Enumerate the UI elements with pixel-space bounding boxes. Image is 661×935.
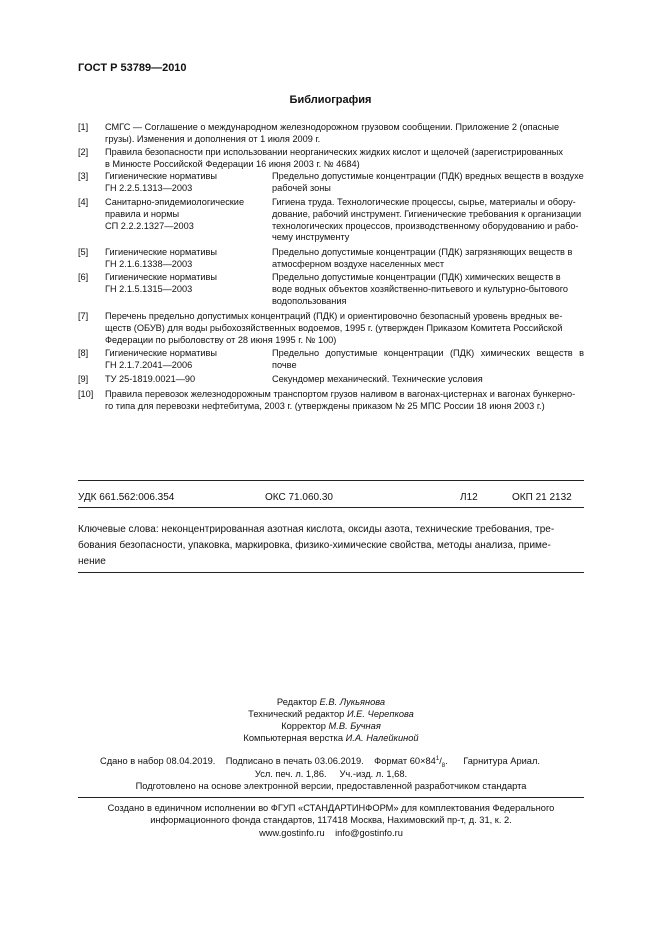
reference-text: Правила перевозок железнодорожным транспортом грузов наливом в вагонах-цистернах и вагонах бункерно- го типа для перевозки нефтебитума, 2003 г. (утверждены приказом № 25 МПС России 18 июня 2003 г.)	[105, 389, 576, 411]
okp-code: ОКП 21 2132	[512, 492, 572, 503]
email-link[interactable]: info@gostinfo.ru	[335, 828, 403, 838]
publisher-line: Создано в единичном исполнении во ФГУП «СТАНДАРТИНФОРМ» для комплектования Федерального	[107, 803, 555, 813]
reference-number: [9]	[78, 374, 89, 384]
l-code: Л12	[460, 492, 478, 503]
reference-entry	[78, 311, 584, 347]
keywords-text: неконцентрированная азотная кислота, оксиды азота, технические требования, тре-	[161, 524, 555, 535]
oks-code: ОКС 71.060.30	[265, 492, 333, 503]
tech-editor-line: Технический редактор И.Е. Черепкова	[248, 709, 414, 719]
keywords-label: Ключевые слова:	[78, 524, 159, 535]
bibliography-title: Библиография	[289, 94, 372, 106]
reference-number: [1]	[78, 122, 89, 132]
reference-entry	[78, 272, 584, 308]
reference-title: Предельно допустимые концентрации (ПДК) вредных веществ в воздухе рабочей зоны	[272, 171, 584, 193]
reference-title: Гигиена труда. Технологические процессы, сырье, материалы и обору- дование, рабочий инструмент. Гигиенические требования к организации технологических процессов, производственному оборудованию и рабо- чему инструменту	[272, 197, 582, 243]
reference-number: [8]	[78, 348, 89, 358]
reference-title: Предельно допустимые концентрации (ПДК) загрязняющих веществ в атмосферном воздухе населенных мест	[272, 247, 573, 269]
reference-title: Предельно допустимые концентрации (ПДК) химических веществ в воде водных объектов хозяйственно-питьевого и культурно-бытового водопользования	[272, 272, 569, 306]
reference-title: Предельно допустимые концентрации (ПДК) химических веществ в почве	[272, 348, 584, 370]
reference-entry	[78, 197, 584, 245]
reference-text: Перечень предельно допустимых концентраций (ПДК) и ориентировочно безопасный уровень вредных ве- ществ (ОБУВ) для воды рыбохозяйственных водоемов, 1995 г. (утвержден Приказом Комитета Российской Федерации по рыболовству от 28 июня 1995 г. № 100)	[105, 311, 563, 345]
reference-text: Правила безопасности при использовании неорганических жидких кислот и щелочей (зарегистрированных в Минюсте Российской Федерации 16 июня 2003 г. № 4684)	[105, 147, 563, 169]
reference-source: Гигиенические нормативы ГН 2.1.5.1315—2003	[105, 272, 218, 294]
sheets-line: Усл. печ. л. 1,86. Уч.-изд. л. 1,68.	[254, 769, 408, 779]
reference-source: Санитарно-эпидемиологические правила и нормы СП 2.2.2.1327—2003	[105, 197, 245, 231]
reference-title: Секундомер механический. Технические условия	[272, 374, 483, 384]
reference-entry	[78, 247, 584, 271]
reference-number: [10]	[78, 389, 94, 399]
reference-source: Гигиенические нормативы ГН 2.1.6.1338—2003	[105, 247, 218, 269]
editor-line: Редактор Е.В. Лукьянова	[276, 697, 386, 707]
divider	[78, 797, 584, 798]
reference-number: [5]	[78, 247, 89, 257]
keywords	[78, 522, 584, 570]
reference-entry	[78, 374, 584, 386]
contacts-line	[78, 828, 584, 838]
reference-number: [2]	[78, 147, 89, 157]
reference-source: Гигиенические нормативы ГН 2.2.5.1313—2003	[105, 171, 218, 193]
divider	[78, 507, 584, 508]
reference-number: [6]	[78, 272, 89, 282]
proofreader-line: Корректор М.В. Бучная	[281, 721, 381, 731]
layout-line: Компьютерная верстка И.А. Налейкиной	[243, 733, 419, 743]
keywords-text: нение	[78, 556, 106, 567]
divider	[78, 480, 584, 481]
divider	[78, 572, 584, 573]
reference-entry	[78, 147, 584, 171]
reference-text: СМГС — Соглашение о международном железнодорожном грузовом сообщении. Приложение 2 (опасные грузы). Изменения и дополнения от 1 июля 2009 г.	[105, 122, 560, 144]
reference-entry	[78, 389, 584, 413]
reference-entry	[78, 171, 584, 195]
print-info-line: Сдано в набор 08.04.2019. Подписано в печать 03.06.2019. Формат $60\times 84^1/_8$. Гарнитура Ариал.	[100, 756, 540, 769]
reference-entry	[78, 348, 584, 372]
reference-number: [7]	[78, 311, 89, 321]
prepared-line: Подготовлено на основе электронной версии, предоставленной разработчиком стандарта	[135, 781, 527, 791]
publisher-address: информационного фонда стандартов, 117418 Москва, Нахимовский пр-т, д. 31, к. 2.	[150, 815, 512, 825]
reference-number: [4]	[78, 197, 89, 207]
udk-code: УДК 661.562:006.354	[78, 492, 175, 503]
website-link[interactable]: www.gostinfo.ru	[259, 828, 325, 838]
reference-entry	[78, 122, 584, 146]
reference-source: ТУ 25-1819.0021—90	[105, 374, 196, 384]
reference-number: [3]	[78, 171, 89, 181]
reference-source: Гигиенические нормативы ГН 2.1.7.2041—2006	[105, 348, 218, 370]
standard-number: ГОСТ Р 53789—2010	[78, 62, 187, 74]
keywords-text: бования безопасности, упаковка, маркировка, физико-химические свойства, методы анализа, приме-	[78, 540, 551, 551]
